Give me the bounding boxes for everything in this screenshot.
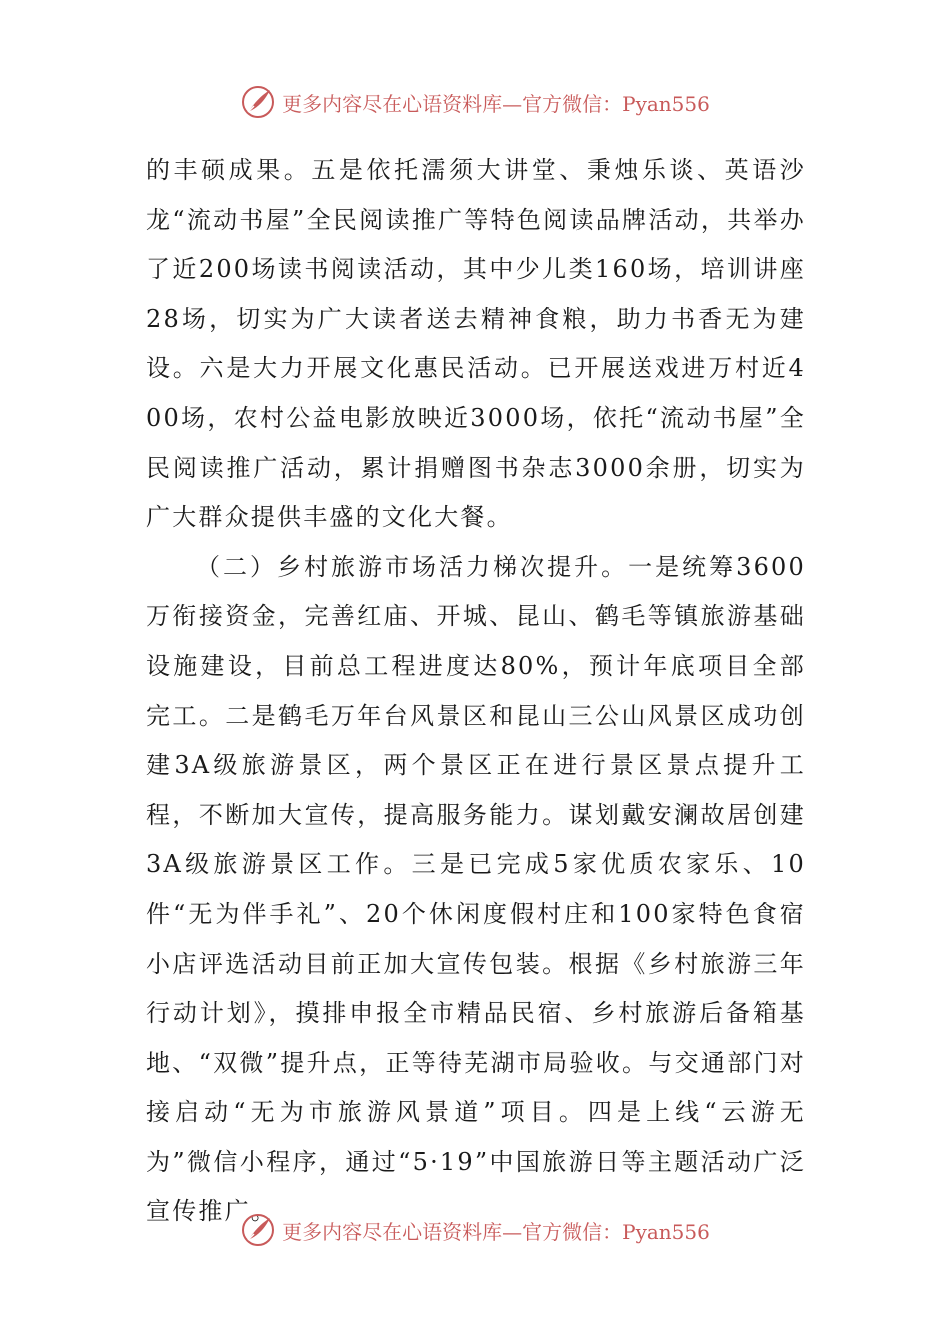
pen-feather-logo-icon	[240, 84, 276, 120]
paragraph-culture-results: 的丰硕成果。五是依托濡须大讲堂、秉烛乐谈、英语沙龙“流动书屋”全民阅读推广等特色阅读品牌活动，共举办了近200场读书阅读活动，其中少儿类160场，培训讲座28场，切实为广大读者送去精神食粮，助力书香无为建设。六是大力开展文化惠民活动。已开展送戏进万村近400场，农村公益电影放映近3000场，依托“流动书屋”全民阅读推广活动，累计捐赠图书杂志3000余册，切实为广大群众提供丰盛的文化大餐。	[146, 156, 806, 532]
footer-watermark-text: 更多内容尽在心语资料库—官方微信：Pyan556	[282, 1219, 710, 1244]
paragraph-rural-tourism: （二）乡村旅游市场活力梯次提升。一是统筹3600万衔接资金，完善红庙、开城、昆山、鹤毛等镇旅游基础设施建设，目前总工程进度达80%，预计年底项目全部完工。二是鹤毛万年台风景区和昆山三公山风景区成功创建3A级旅游景区，两个景区正在进行景区景点提升工程，不断加大宣传，提高服务能力。谋划戴安澜故居创建3A级旅游景区工作。三是已完成5家优质农家乐、10件“无为伴手礼”、20个休闲度假村庄和100家特色食宿小店评选活动目前正加大宣传包装。根据《乡村旅游三年行动计划》，摸排申报全市精品民宿、乡村旅游后备箱基地、“双微”提升点，正等待芜湖市局验收。与交通部门对接启动“无为市旅游风景道”项目。四是上线“云游无为”微信小程序，通过“5·19”中国旅游日等主题活动广泛宣传推广。	[146, 552, 806, 1226]
pen-feather-logo-icon	[240, 1212, 276, 1248]
footer-watermark-banner	[0, 1208, 950, 1252]
document-body	[146, 146, 806, 1237]
header-watermark-text: 更多内容尽在心语资料库—官方微信：Pyan556	[282, 91, 710, 116]
header-watermark-banner	[0, 80, 950, 124]
